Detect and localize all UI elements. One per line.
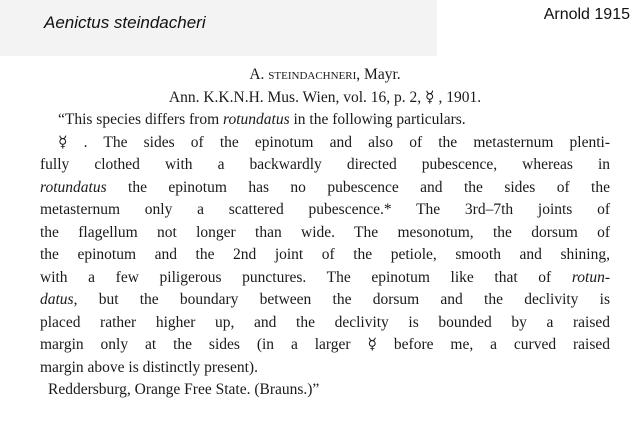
line-text: margin only at the sides (in a larger ☿ before me, a curved raised (40, 336, 610, 353)
line-text: “This species differs from (58, 111, 223, 128)
text-line (40, 357, 610, 380)
text-line (40, 199, 610, 222)
text-line (40, 289, 610, 312)
species-heading (40, 64, 610, 87)
text-line (40, 177, 610, 200)
source-label: Arnold 1915 (543, 6, 630, 23)
line-text: with a few piligerous punctures. The epinotum like that of (40, 268, 572, 286)
document-scan (40, 64, 610, 402)
italic-term: rotundatus (223, 111, 290, 128)
heading-initial: A. (249, 66, 269, 83)
italic-term: rotundatus (40, 178, 107, 196)
heading-author: , Mayr. (356, 66, 401, 83)
line-text: the epinotum has no pubescence and the sides of the (106, 178, 610, 196)
text-line (40, 334, 610, 357)
text-line (40, 154, 610, 177)
italic-term: datus (40, 291, 74, 308)
line-text: the epinotum and the 2nd joint of the petiole, smooth and shining, (40, 246, 610, 263)
text-line (40, 244, 610, 267)
text-line (40, 312, 610, 335)
heading-name: steindachneri (268, 66, 357, 83)
line-text: fully clothed with a backwardly directed pubescence, whereas in (40, 156, 610, 173)
species-title: Aenictus steindacheri (44, 13, 206, 32)
line-text: Reddersburg, Orange Free State. (Brauns.)” (48, 381, 320, 398)
description-body (40, 109, 610, 402)
text-line (40, 132, 610, 155)
text-line (40, 222, 610, 245)
line-text: metasternum only a scattered pubescence.* The 3rd–7th joints of (40, 201, 610, 218)
line-text: ☿ . The sides of the epinotum and also of the metasternum plenti- (58, 133, 610, 151)
line-text: , but the boundary between the dorsum and the declivity is (73, 291, 610, 308)
italic-term: rotun- (571, 268, 610, 286)
text-line (40, 267, 610, 290)
text-line (40, 379, 610, 402)
line-text: placed rather higher up, and the declivity is bounded by a raised (40, 313, 610, 331)
line-text: margin above is distinctly present). (40, 358, 258, 376)
text-line (40, 109, 610, 132)
reference-line: Ann. K.K.N.H. Mus. Wien, vol. 16, p. 2, ☿ , 1901. (168, 88, 482, 106)
line-text: in the following particulars. (289, 111, 466, 128)
line-text: the flagellum not longer than wide. The mesonotum, the dorsum of (40, 223, 610, 241)
